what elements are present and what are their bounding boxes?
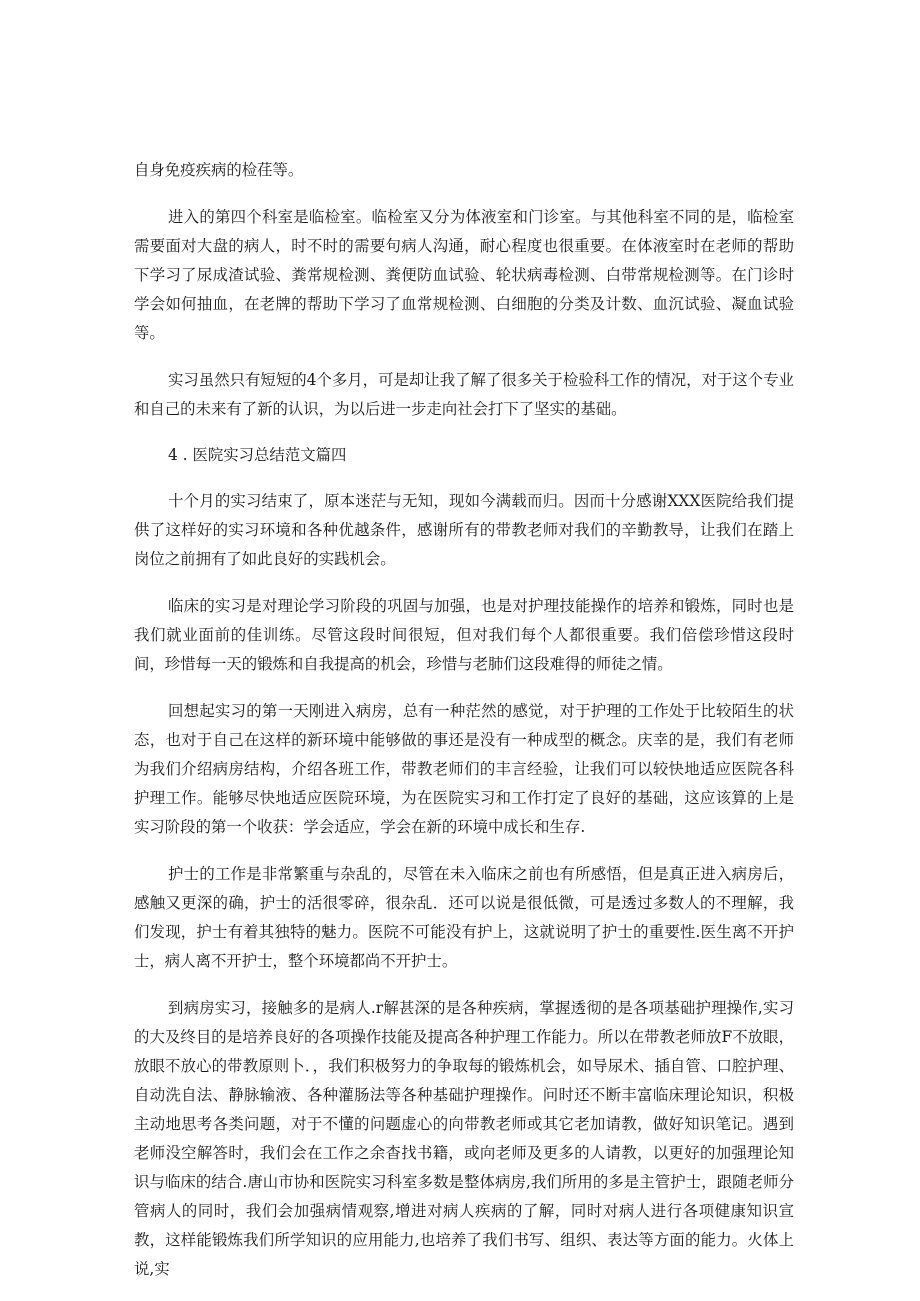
paragraph-lab-department: 进入的第四个科室是临检室。临检室又分为体液室和门诊室。与其他科室不同的是，临检室需要面对大盘的病人，时不时的需要句病人沟通，耐心程度也很重要。在体液室时在老师的帮助下学习了尿成渣试验、粪常规检测、粪便防血试验、轮状病毒检测、白带常规检测等。在门诊时学会如何抽血，在老牌的帮助下学习了血常规检测、白细胞的分类及计数、血沉试验、凝血试验等。 — [134, 208, 794, 342]
paragraph-internship-end: 十个月的实习结束了，原本迷茫与无知，现如今满载而归。因而十分感谢XXX医院给我们提供了这样好的实习环境和各种优越条件，感谢所有的带教老师对我们的辛勤教导，让我们在踏上岗位之前拥有了如此良好的实践机会。 — [134, 492, 794, 568]
paragraph-clinical-practice: 临床的实习是对理论学习阶段的巩固与加强，也是对护理技能操作的培养和锻炼，同时也是我们就业面前的佳训练。尽管这段时间很短，但对我们每个人都很重要。我们倍偿珍惜这段时间，珍惜每一天的锻炼和自我提高的机会，珍惜与老肺们这段难得的师徒之情。 — [134, 597, 794, 673]
paragraph-internship-summary: 实习虽然只有短短的4个多月，可是却让我了解了很多关于检验科工作的情况，对于这个专业和自己的未来有了新的认识，为以后进一步走向社会打下了坚实的基础。 — [134, 371, 794, 418]
paragraph-first-day: 回想起实习的第一天刚进入病房，总有一种茫然的感觉，对于护理的工作处于比较陌生的状态，也对于自己在这样的新环境中能够做的事还是没有一种成型的概念。庆幸的是，我们有老师为我们介绍病房结构，介绍各班工作，带教老师们的丰言经验，让我们可以较快地适应医院各科护理工作。能够尽快地适应医院环境，为在医院实习和工作打定了良好的基础，这应该算的上是实习阶段的第一个收获：学会适应，学会在新的环境中成长和生存. — [134, 702, 794, 836]
paragraph-continuation: 自身免疫疾病的检荏等。 — [134, 161, 304, 179]
paragraph-nurse-work: 护士的工作是非常繁重与杂乱的，尽管在未入临床之前也有所感悟，但是真正进入病房后，感触又更深的确，护士的活很零碎，很杂乱．还可以说是很低微，可是透过多数人的不理解，我们发现，护士有着其独特的魅力。医院不可能没有护上，这就说明了护士的重要性.医生离不开护士，病人离不开护士，整个环境都尚不开护士。 — [134, 865, 794, 970]
document-page — [134, 156, 794, 1284]
paragraph-ward-practice: 到病房实习，接触多的是病人.r解甚深的是各种疾病，掌握透彻的是各项基础护理操作,实习的大及终目的是培养良好的各项操作技能及提高各种护理工作能力。所以在带教老师放F不放眼，放眼不放心的带教原则卜．，我们积极努力的争取每的锻炼机会，如导尿术、插自管、口腔护理、自动洗自法、静脉输液、各种灌肠法等各种基础护理操作。问时还不断丰富临床理论知识，积极主动地思考各类问题，对于不懂的问题虚心的向带教老师或其它老加请教，做好知识笔记。遇到老师没空解答时，我们会在工作之余杳找书籍，或向老师及更多的人请教，以更好的加强理论知识与临床的结合.唐山市协和医院实习科室多数是整体病房,我们所用的多是主管护士，跟随老师分管病人的同时，我们会加强病情观察,增进对病人疾病的了解，同时对病人进行各项健康知识宣教，这样能锻炼我们所学知识的应用能力,也培养了我们书写、组织、表达等方面的能力。火体上说,实 — [134, 999, 794, 1278]
section-heading: 4 . 医院实习总结范文篇四 — [168, 446, 347, 464]
